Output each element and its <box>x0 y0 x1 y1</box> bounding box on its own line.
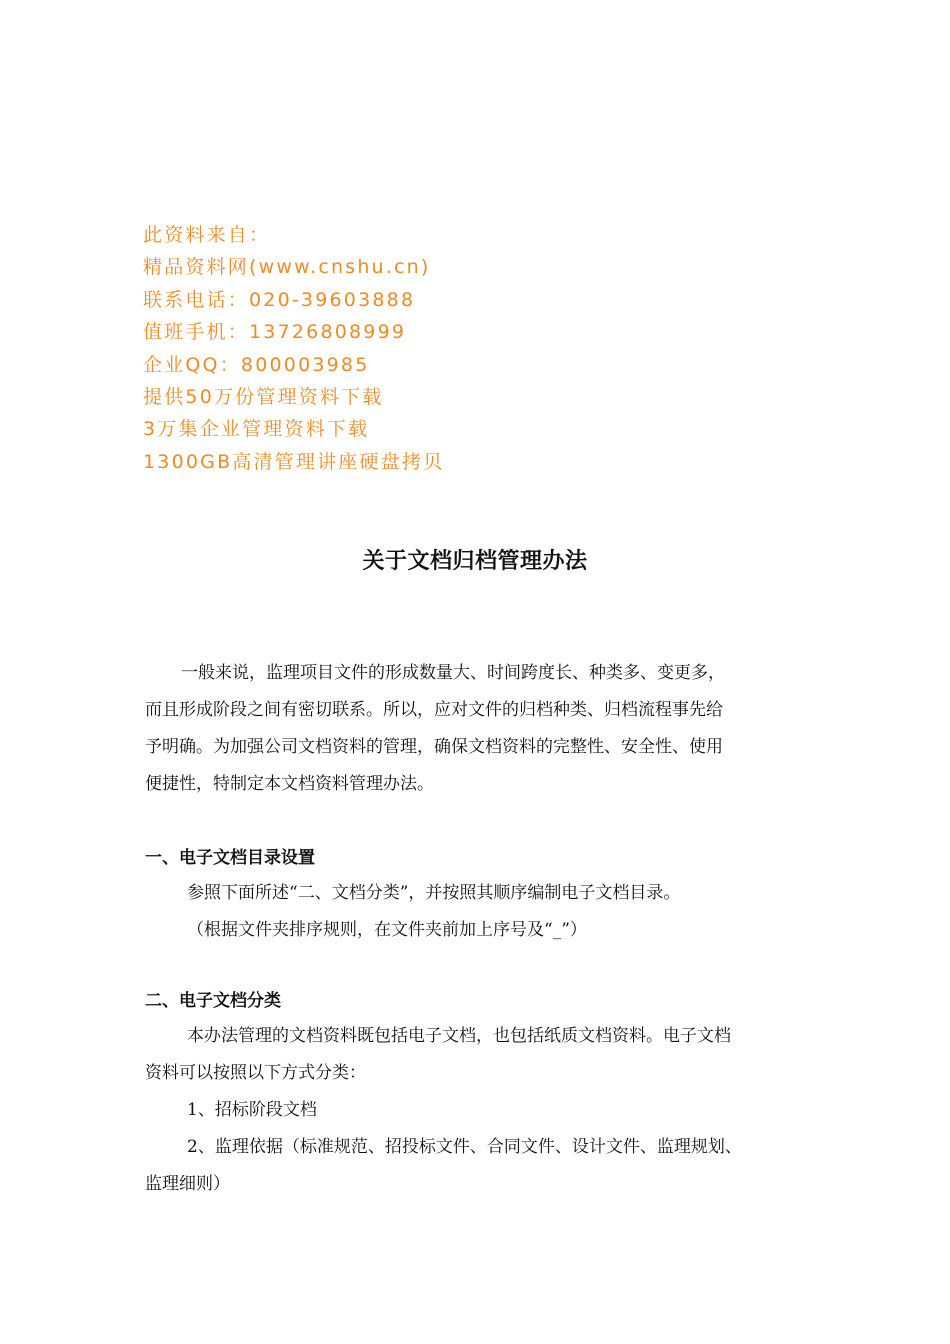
source-line-offer-2: 3万集企业管理资料下载 <box>143 418 370 441</box>
source-line-mobile: 值班手机：13726808999 <box>143 321 407 344</box>
intro-line-2: 而且形成阶段之间有密切联系。所以，应对文件的归档种类、归档流程事先给 <box>145 700 723 720</box>
section-2-item-2-line-1: 2、监理依据（标准规范、招投标文件、合同文件、设计文件、监理规划、 <box>187 1137 742 1157</box>
source-line-website: 精品资料网(www.cnshu.cn) <box>143 256 431 279</box>
intro-paragraph <box>145 655 825 803</box>
source-line-qq: 企业QQ：800003985 <box>143 353 370 376</box>
intro-line-4: 便捷性，特制定本文档资料管理办法。 <box>145 774 434 794</box>
source-line-offer-1: 提供50万份管理资料下载 <box>143 385 384 408</box>
section-1-line-2: （根据文件夹排序规则，在文件夹前加上序号及“_”） <box>187 920 587 940</box>
section-1-heading: 一、电子文档目录设置 <box>145 848 315 868</box>
section-2-heading: 二、电子文档分类 <box>145 991 281 1011</box>
source-line-offer-3: 1300GB高清管理讲座硬盘拷贝 <box>143 450 445 473</box>
section-2-item-2-line-2: 监理细则） <box>145 1174 230 1194</box>
section-2-para-line-2: 资料可以按照以下方式分类： <box>145 1063 366 1083</box>
source-line-1: 此资料来自： <box>143 224 271 246</box>
section-1-body <box>145 875 825 949</box>
section-2-item-1: 1、招标阶段文档 <box>187 1100 317 1120</box>
section-2-body <box>145 1018 825 1203</box>
section-2-para-line-1: 本办法管理的文档资料既包括电子文档，也包括纸质文档资料。电子文档 <box>187 1026 731 1046</box>
source-info-block <box>143 219 703 478</box>
document-title: 关于文档归档管理办法 <box>362 549 588 574</box>
intro-line-3: 予明确。为加强公司文档资料的管理，确保文档资料的完整性、安全性、使用 <box>145 737 723 757</box>
source-line-phone: 联系电话：020-39603888 <box>143 288 416 311</box>
intro-line-1: 一般来说，监理项目文件的形成数量大、时间跨度长、种类多、变更多， <box>181 663 725 683</box>
section-1-line-1: 参照下面所述“二、文档分类”，并按照其顺序编制电子文档目录。 <box>187 883 681 903</box>
